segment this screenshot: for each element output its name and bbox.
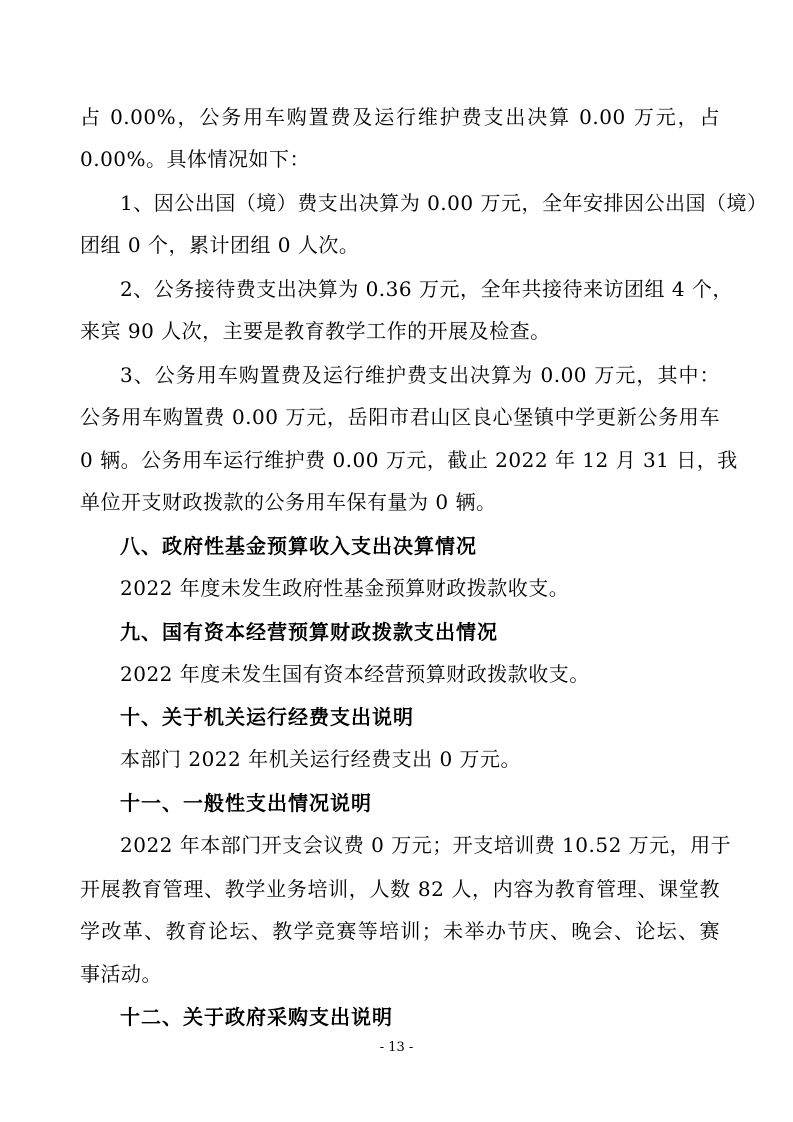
paragraph-line: 0 辆。公务用车运行维护费 0.00 万元，截止 2022 年 12 月 31 日，我 — [80, 448, 738, 472]
paragraph-line: 公务用车购置费 0.00 万元，岳阳市君山区良心堡镇中学更新公务用车 — [80, 405, 720, 429]
paragraph-line: 事活动。 — [80, 962, 162, 986]
paragraph-line: 3、公务用车购置费及运行维护费支出决算为 0.00 万元，其中： — [120, 363, 720, 387]
paragraph-line: 占 0.00%，公务用车购置费及运行维护费支出决算 0.00 万元，占 — [80, 105, 720, 129]
paragraph-line: 2、公务接待费支出决算为 0.36 万元，全年共接待来访团组 4 个， — [120, 277, 733, 301]
paragraph-line: 团组 0 个，累计团组 0 人次。 — [80, 233, 360, 257]
paragraph-line: 0.00%。具体情况如下： — [80, 147, 311, 171]
paragraph-line: 学改革、教育论坛、教学竞赛等培训；未举办节庆、晚会、论坛、赛 — [80, 919, 720, 943]
page-number: - 13 - — [379, 1040, 414, 1055]
section-heading: 十、关于机关运行经费支出说明 — [120, 705, 414, 729]
paragraph-line: 本部门 2022 年机关运行经费支出 0 万元。 — [120, 747, 522, 771]
paragraph-line: 单位开支财政拨款的公务用车保有量为 0 辆。 — [80, 490, 497, 514]
section-heading: 十二、关于政府采购支出说明 — [120, 1005, 393, 1029]
section-heading: 八、政府性基金预算收入支出决算情况 — [120, 534, 477, 558]
section-heading: 九、国有资本经营预算财政拨款支出情况 — [120, 620, 498, 644]
paragraph-line: 2022 年度未发生国有资本经营预算财政拨款收支。 — [120, 662, 590, 686]
section-heading: 十一、一般性支出情况说明 — [120, 791, 372, 815]
paragraph-line: 来宾 90 人次，主要是教育教学工作的开展及检查。 — [80, 319, 551, 343]
paragraph-line: 2022 年本部门开支会议费 0 万元；开支培训费 10.52 万元，用于 — [120, 833, 732, 857]
paragraph-line: 2022 年度未发生政府性基金预算财政拨款收支。 — [120, 576, 570, 600]
paragraph-line: 开展教育管理、教学业务培训，人数 82 人，内容为教育管理、课堂教 — [80, 877, 720, 901]
paragraph-line: 1、因公出国（境）费支出决算为 0.00 万元，全年安排因公出国（境） — [120, 191, 768, 215]
